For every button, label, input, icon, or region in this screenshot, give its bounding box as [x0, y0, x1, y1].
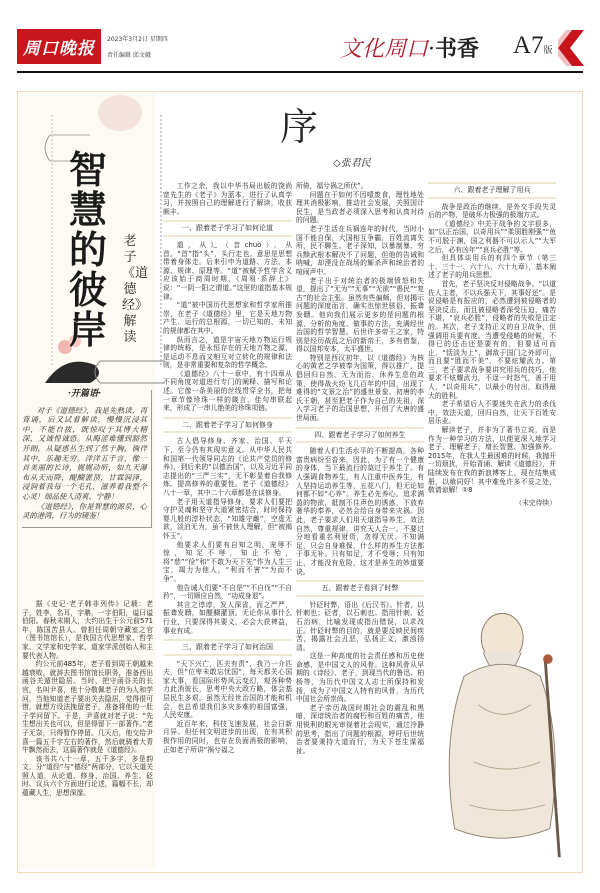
- paragraph: 《道德经》中关于战争的文字很多，如“以正治国，以奇用兵”“柔弱胜刚强”“鱼不可脱于渊，国之利器不可以示人”“大军之后，必有凶年”“哀兵必胜”等。: [428, 219, 556, 254]
- section-name: [340, 32, 479, 63]
- paragraph: 老子用天道指导修身，要求人们要把守护灵魂和坚守大道紧密结合，时时保持婴儿般的淳朴状态，“知雄守雌”，空虚无欲，淡泊无为，虽不被世人理解，但“被褐怀玉”。: [163, 497, 292, 540]
- paragraph: 随着人们生活水平的不断提高，各种富贵病纷至沓来，因此，为了有一个健康的身体，当下最流行的莫过于养生了。有人强调食物养生，有人注重中医养生，有人坚持运动养生等，五花八门，但无论如何都不如“心养”。养生必先养心。追求满盈的物欲，抵制不住声色的诱惑，不放弃奢华的奉养，必然会给自身带来灾祸。因此，老子要求人们用天道指导养生，效法自然，尊重规律，讲究天人合一。不要过分地看重名利财货，贪得无厌、不知满足，只会自身难保，什么样的养生方法都于事无补。只有知足，才不受辱；只有知止，才能没有危险，这才是养生的妙道要诀。: [296, 447, 424, 576]
- section-heading: 五、跟着老子看到了时弊: [296, 580, 424, 597]
- paragraph: 据《史记·老子韩非列传》记载：老子，姓李，名耳，字聃，一字伯阳，谥曰谥伯阳。春秋末期人，大约出生于公元前571年，陈国苦县人。曾担任周朝守藏室之官（图书馆馆长），是我国古代思想家、哲学家、文学家和史学家，道家学派创始人和主要代表人物。: [22, 600, 153, 660]
- paragraph: 老子出于对统治者的极端愤怒和失望，提出了“无为”“无事”“无欲”“愚民”“复古”的社会主张。虽然有些偏颇，但对揭示问题的深度而言，确实也惊世骇俗，振聋发聩。他向我们展示更多的是问题的根源、分析的角度、做事的方法，充满经世治国的哲学智慧。后世许多帝王之家，特别是经历战乱之后的新帝王，多有借鉴，得以国邦安本，太平盛世。: [296, 276, 424, 354]
- section-heading: 六、跟着老子理解了用兵: [428, 182, 556, 199]
- laozi-illustration: [432, 600, 580, 862]
- paragraph: 约公元前485年，老子看到周王朝越来越衰败，就辞去图书馆馆长职务，准备西出函谷关遁世隐居。当时，把守函谷关的长官，名叫尹喜，他十分敬佩老子的为人和学问，当他知道老子要出关去隐居，觉得很可惜，就想方设法挽留老子，准备将他的一肚子学问留下。于是，尹喜就对老子说：“先生想出关也可以，但是得留下一部著作。”老子无奈，只得暂作停留。几天后，他交给尹喜一篇五千字左右的著作，然后就骑着大青牛飘然而去，这篇著作就是《道德经》。: [22, 660, 153, 755]
- paragraph: 《道德经》八十一章中，有十四章从不同角度对道进行专门的阐释、描写和论述。它像一条美丽的丝线贯穿全书，把每一章节像珍珠一样的箴言、佳句串联起来，形成了一串儿绝美的珍珠项链。: [163, 369, 292, 413]
- paragraph: 老子生活在兵祸连年的时代，当时小国不能自保，大国相互争霸，百姓流离失所，民不聊生。老子深知，以暴制暴、穷兵黩武根本解决不了问题，但他的告诫和呐喊，却湮没在战场的厮杀声和统治者的喧闹声中。: [296, 224, 424, 276]
- paragraph: 老子希望后人不要迷失在武力的杀伐中，效法天道，回归自然，让天下百姓安居乐业。: [428, 400, 556, 426]
- chevron-left-icon: [558, 30, 584, 66]
- feature-title-char: 的: [68, 227, 107, 272]
- feature-title-char: 岸: [68, 307, 107, 352]
- feature-title: [62, 147, 114, 352]
- intro-heading: ·开篇语·: [67, 389, 102, 399]
- feature-title-char: 慧: [68, 187, 107, 232]
- paragraph: 该书共八十一章，五千多字，多是韵文，分“道经”与“德经”两部分，它以天道关照人道，从论道、修身、治国、养生、砭时、议兵六个方面进行论述，篇幅不长，却蕴藏人生，思想深邃。: [22, 754, 153, 798]
- paragraph: 问题在于如何不因噎废食，理性地处理其消极影响，推动社会发展，关照国计民生，是当政者必须深入思考和认真对待的问题。: [296, 190, 424, 225]
- paragraph: 针砭时弊，语出《后汉书》。针者，以针刺也；砭者，以石刺也。指用针刺、砭石治病，比喻发现或指出错误，以求改正。针砭时弊的目的，就是要反映民间疾苦，揭露社会丑恶，弘扬正义，激浊扬清。: [296, 600, 424, 652]
- paragraph: 近百年来，科技飞速发展，社会日新月异。但任何文明进步的出现，在有其积极作用的同时，也存在负面消极的影响，正如老子所讲“祸兮福之: [163, 719, 292, 754]
- paragraph: 他告诫人们要“不自是”“不自伐”“不自矜”，一切顺应自然，“功成身退”。: [163, 583, 292, 601]
- article-column-2: [296, 182, 424, 755]
- paragraph: 古人倡导修身、齐家、治国、平天下，至今仍有其现实意义。从中华人民共和国第一代领导同志的《论共产党员的修养》，到后来的“以德治国”，以及习近平同志提出的“三严三实”，无不彰显着自我修炼、提高修养的重要性。老子《道德经》八十一章，其中二十六章都是在谈修身。: [163, 437, 292, 497]
- issue-date: 2023年3月2日 星期四: [107, 36, 168, 43]
- section-title: 文化周口: [340, 37, 429, 62]
- paragraph: 这是一种高度的社会责任感和历史使命感，是中国文人的风骨。这种风骨从早期的《诗经》、老子，到现当代的鲁迅、柏杨等，为历代中国文人志士所保持和发扬，成为了中国文人特有的风骨，为历代中国社会所崇尚。: [296, 652, 424, 704]
- paragraph: 但具体谈用兵的有四个章节（第三十、三十一、六十八、六十九章），基本阐述了老子的用兵思想。: [428, 254, 556, 280]
- section-heading: 四、跟着老子学习了如何养生: [296, 427, 424, 444]
- paragraph: 道，从辶（音chuò），从首。“首”指“头”，头行走也。意思是思想带着身体走。后来引申为道路、方法、本源、规律、原理等。“道”被赋予哲学含义应该始于商周时期，《周易·系辞上》说：“一阴一阳之谓道。”这里的道指基本规律。: [163, 240, 292, 301]
- editor-credit: 责任编辑 邱文娥: [107, 52, 151, 59]
- header-rule: [17, 71, 583, 73]
- section-separator: ·: [428, 37, 436, 62]
- page-suffix: 版: [543, 45, 553, 55]
- paragraph: 他要求人们要有自知之明，宠辱不惊，知足不辱，知止不殆，将“慈”“俭”和“不敢为天下先”作为人生三宝，竭力为他人，“利而不害”“为而不争”。: [163, 540, 292, 583]
- article-column-3: [428, 178, 556, 507]
- section-heading: 三、跟着老子学习了如何治国: [163, 639, 292, 656]
- paragraph: 工作之余，我以中华书局出版的饶尚宽先生的《老子》为蓝本，进行了认真学习，并按照自己的理解进行了解读，收获颇丰。: [163, 182, 292, 216]
- article-title: 序: [280, 105, 319, 149]
- paragraph: 解读老子，并非为了著书立说，而是作为一种学习的方法，以便更深入地学习老子、理解老子，增长智慧、加强修养。2015年，在我人生最困难的时候，我抛开一切烦扰，开始背诵、解读《道德经》，并陆续发布在我的新浪博客上。现在结集成册，以飨同好！其中难免许多不妥之处，敬请谅解！①8: [428, 426, 556, 495]
- feature-subtitle: 老子《道德经》解读: [122, 234, 149, 345]
- intro-box: [22, 390, 152, 528]
- article-column-1: [163, 182, 292, 754]
- paragraph: 纵而言之，道是宇宙天地万物运行规律的统称，是永恒存在的天地万物之源，是运动不息而又相互对立转化的规律和法则，是非常重要和复杂的哲学概念。: [163, 335, 292, 370]
- paragraph: 老子亲历战国时期社会的震乱和黑暗，深谙统治者的腐朽和百姓的痛苦，他用锐利的眼光审视着社会现实，通过冷静的思考，指出了问题的根源，呼吁后世统治者要秉持大道而行，为天下苍生谋福祉。: [296, 703, 424, 755]
- biography-column: [22, 600, 153, 798]
- feature-title-char: 智: [68, 147, 107, 192]
- intro-paragraph: 对于《道德经》，我是先熟读，再背诵，后又试着解读，慢慢沉浸其中，不能自拔，既惊叹于其博大精深，又诚惶诚恐。从晦涩难懂到豁然开朗，从疑惑丛生到了然于胸，徜徉其中，乐趣无穷。洋洋五千言，像一首美丽的长诗，娓娓动听，如九天瀑布从天而降，醍醐灌顶，甘霖润泽，浸润着我每一个毛孔，滋养着我整个心灵！细品使人清爽、宁静！: [22, 405, 147, 501]
- paragraph: 所倚，福兮祸之所伏”。: [296, 182, 368, 190]
- logo-text: 周口晚报: [23, 39, 95, 59]
- paragraph: “天下兴亡，匹夫有责”，我乃一介匹夫，但“位卑未敢忘忧国”，每天都关心国家大事，看国际形势风云变幻，观各种势力此消彼长，思考中央大政方略，体会基层民生多艰。虽然无经世治国的才能和机会，也总希望我们多灾多难的祖国富强，人民安康。: [163, 659, 292, 720]
- page-number-value: A7: [513, 32, 544, 59]
- intro-paragraph: 《道德经》，你是智慧的源泉，心灵的港湾，行为的镜鉴！: [22, 501, 147, 521]
- continued-note: （未完待续）: [515, 498, 556, 507]
- section-heading: 二、跟着老子学习了如何修身: [163, 417, 292, 434]
- section-subtitle: 书香: [435, 37, 480, 62]
- author-byline: ◇张君民: [333, 158, 371, 169]
- page-number: [513, 32, 553, 60]
- paragraph: “道”被中国历代思想家和哲学家所推崇，在老子《道德经》里，它是天地万物产生、运行的总根源，一切已知的、未知的规律都在其中。: [163, 301, 292, 335]
- paragraph: 特别是西汉初年，以《道德经》为核心的黄老之学被奉为国策，得以推广，提倡回归自然、无为而治、休养生息的政策，使得战火纷飞几百年的中国，出现了难得的“文景之治”的盛世景象。初唐的李氏王朝，甚至把老子作为自己的先祖，深入学习老子的治国思想，开创了大唐的盛世局面。: [296, 353, 424, 423]
- section-heading: 一、跟着老子学习了如何论道: [163, 220, 292, 237]
- paragraph: 战争是政治的继续，是外交手段失灵后的产物，是破坏力极强的极端方式。: [428, 202, 556, 220]
- paragraph: 首先，老子坚决反对侵略战争。“以道佐人主者，不以兵强天下，其事好还”。是说侵略是有报应的，必然遭到被侵略者的坚决反击，而且被侵略者深受压迫，痛苦不堪，“哀兵必胜”，侵略者的失败是注定的。其次，老子支持正义的自卫战争，但强调用兵要有度。当遭受侵略的时候，不得已的还击还是要有的，但要适可而止，“恬淡为上”，御敌于国门之外即可，而且要“胜而不美”，不要炫耀武力。第三，老子要求战争要讲究用兵的技巧，他要求不炫耀武力，不逞一时怒气，善于用人，“以奇用兵”，以最小的付出，取得最大的胜利。: [428, 279, 556, 400]
- newspaper-logo: [17, 29, 101, 64]
- feature-title-char: 彼: [68, 267, 107, 312]
- paragraph: 其言之谆谆，发人深省，而之严严，振聋发聩，如醍醐灌顶。无论你从事什么行业，只要深得其要义，必会大获裨益，事业有成。: [163, 600, 292, 635]
